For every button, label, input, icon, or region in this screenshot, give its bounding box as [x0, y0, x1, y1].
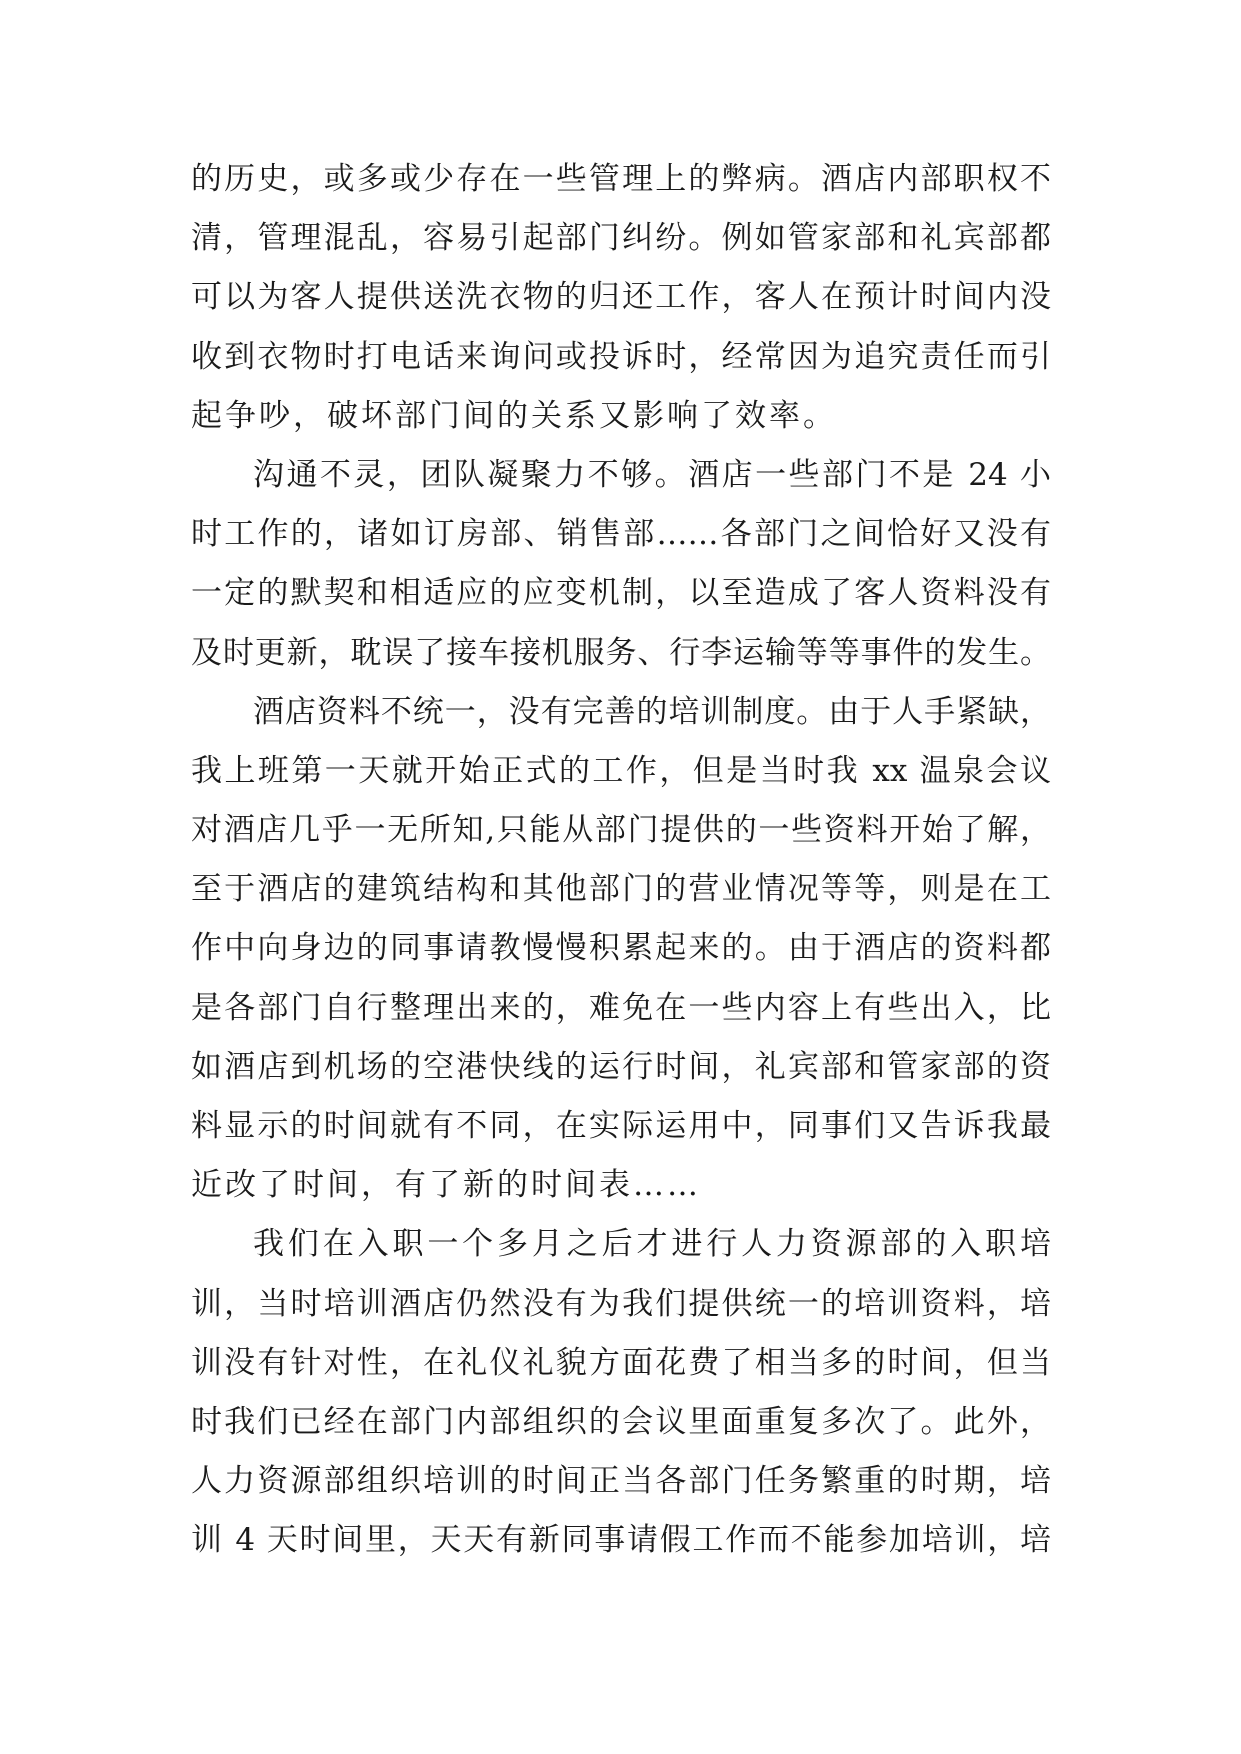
text-line: 时工作的，诸如订房部、销售部……各部门之间恰好又没有: [191, 516, 1051, 553]
text-line: 训，当时培训酒店仍然没有为我们提供统一的培训资料，培: [191, 1285, 1051, 1322]
text-line: 起争吵，破坏部门间的关系又影响了效率。: [191, 397, 837, 434]
text-line: 及时更新，耽误了接车接机服务、行李运输等等事件的发生。: [191, 634, 1051, 671]
text-line: 我上班第一天就开始正式的工作，但是当时我 xx 温泉会议: [191, 752, 1051, 789]
body-text: [191, 150, 1051, 1571]
text-line: 收到衣物时打电话来询问或投诉时，经常因为追究责任而引: [191, 338, 1051, 375]
text-line: 可以为客人提供送洗衣物的归还工作，客人在预计时间内没: [191, 279, 1051, 316]
text-line: 料显示的时间就有不同，在实际运用中，同事们又告诉我最: [191, 1108, 1051, 1144]
text-line: 至于酒店的建筑结构和其他部门的营业情况等等，则是在工: [191, 871, 1051, 908]
text-line: 酒店资料不统一，没有完善的培训制度。由于人手紧缺，: [253, 693, 1051, 730]
text-line: 如酒店到机场的空港快线的运行时间，礼宾部和管家部的资: [191, 1048, 1051, 1085]
text-line: 我们在入职一个多月之后才进行人力资源部的入职培: [253, 1226, 1051, 1263]
text-line: 沟通不灵，团队凝聚力不够。酒店一些部门不是 24 小: [253, 456, 1051, 493]
text-line: 时我们已经在部门内部组织的会议里面重复多次了。此外，: [191, 1403, 1051, 1440]
text-line: 是各部门自行整理出来的，难免在一些内容上有些出入，比: [191, 989, 1051, 1026]
text-line: 近改了时间，有了新的时间表……: [191, 1167, 701, 1204]
text-line: 一定的默契和相适应的应变机制，以至造成了客人资料没有: [191, 575, 1051, 612]
paragraph-4: [191, 1215, 1051, 1570]
paragraph-3: [191, 683, 1051, 1216]
text-line: 对酒店几乎一无所知,只能从部门提供的一些资料开始了解，: [191, 812, 1051, 849]
text-line: 训没有针对性，在礼仪礼貌方面花费了相当多的时间，但当: [191, 1344, 1051, 1381]
text-line: 清，管理混乱，容易引起部门纠纷。例如管家部和礼宾部都: [191, 220, 1051, 257]
text-line: 的历史，或多或少存在一些管理上的弊病。酒店内部职权不: [191, 161, 1051, 197]
paragraph-1: [191, 150, 1051, 446]
text-line: 人力资源部组织培训的时间正当各部门任务繁重的时期，培: [191, 1463, 1051, 1500]
text-line: 作中向身边的同事请教慢慢积累起来的。由于酒店的资料都: [191, 930, 1051, 967]
text-line: 训 4 天时间里，天天有新同事请假工作而不能参加培训，培: [191, 1522, 1051, 1559]
paragraph-2: [191, 446, 1051, 683]
